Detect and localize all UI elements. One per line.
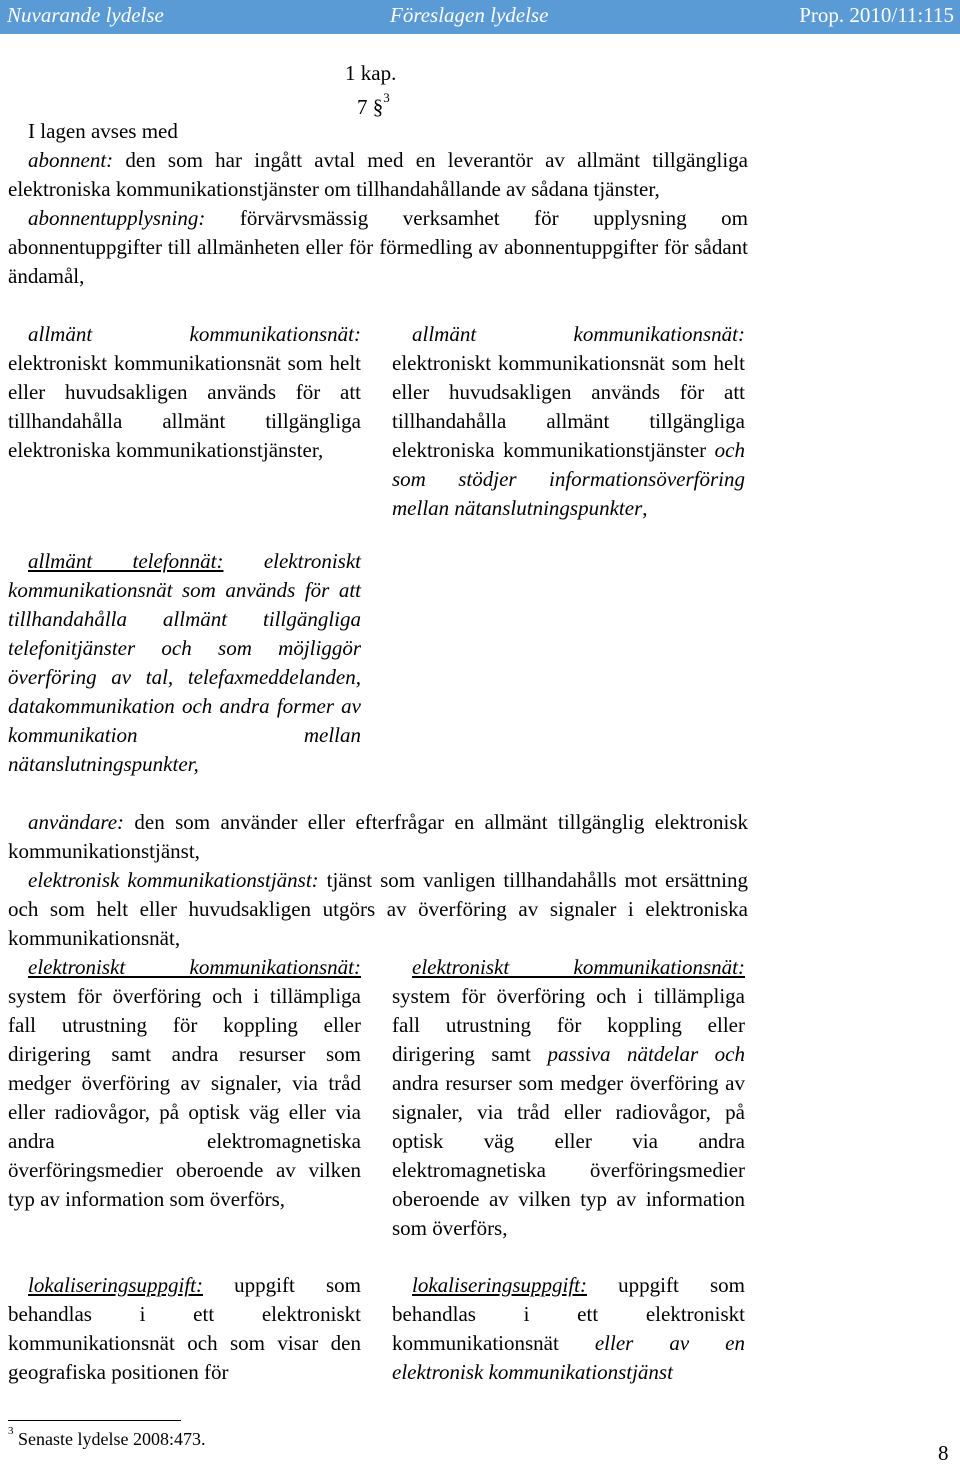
definition-ek-nat-current xyxy=(8,953,361,1214)
term: allmänt kommunikationsnät: xyxy=(412,322,745,346)
definition-lok-proposed xyxy=(392,1271,745,1387)
definition-text: tjänst som vanligen tillhandahålls mot ersättning och som helt eller huvudsakligen utgörs av överföring av signaler i elektroniska kommunikationsnät, xyxy=(8,868,748,950)
term: allmänt telefonnät: xyxy=(28,549,224,573)
intro-line: I lagen avses med xyxy=(28,119,178,143)
definition-text: förvärvsmässig verksamhet för upplysning om abonnentuppgifter till allmänheten eller för förmedling av abonnentuppgifter för sådant ändamål, xyxy=(8,206,748,288)
current-wording-label: Nuvarande lydelse xyxy=(7,3,164,27)
section-footnote-ref: 3 xyxy=(383,90,390,105)
definition-anvandare xyxy=(8,808,748,866)
definition-allmant-nat-current xyxy=(8,320,361,465)
added-text: eller av en elektronisk kommunikationstjänst xyxy=(392,1331,745,1384)
definition-telefonnat-current xyxy=(8,547,361,779)
definition-lok-current xyxy=(8,1271,361,1387)
definition-abonnentupplysning xyxy=(8,204,748,291)
term: elektroniskt kommunikationsnät: xyxy=(412,955,745,979)
footnote-text: Senaste lydelse 2008:473. xyxy=(13,1429,206,1449)
term: abonnentupplysning: xyxy=(28,206,206,230)
definitions-intro xyxy=(8,117,748,291)
definition-text: elektroniskt kommunikationsnät som används för att tillhandahålla allmänt tillgängliga telefonitjänster och som möjliggör överföring av tal, telefaxmeddelanden, datakommunikation och andra former av kommunikation mellan nätanslutningspunkter, xyxy=(8,549,361,776)
definition-end: , xyxy=(642,496,648,520)
definition-tjanst xyxy=(8,866,748,953)
definition-ek-nat-proposed xyxy=(392,953,745,1243)
added-text: passiva nätdelar och xyxy=(547,1042,745,1066)
definition-text: system för överföring och i tillämpliga fall utrustning för koppling eller dirigering samt xyxy=(392,984,745,1066)
term: abonnent: xyxy=(28,148,114,172)
term: användare: xyxy=(28,810,125,834)
definition-text: elektroniskt kommunikationsnät som helt eller huvudsakligen används för att tillhandahålla allmänt tillgängliga elektroniska kommunikationstjänster xyxy=(392,351,745,462)
current-lokalisering xyxy=(8,1271,361,1387)
chapter-heading: 1 kap. xyxy=(345,61,397,85)
definition-text: den som har ingått avtal med en leverantör av allmänt tillgängliga elektroniska kommunikationstjänster om tillhandahållande av sådana tjänster, xyxy=(8,148,748,201)
section-label: 7 § xyxy=(357,95,384,119)
current-telefonnat xyxy=(8,547,361,779)
current-allmant-nat xyxy=(8,320,361,465)
page-header xyxy=(0,0,960,34)
proposed-ek-nat xyxy=(392,953,745,1243)
definition-rest: andra resurser som medger överföring av signaler, via tråd eller radiovågor, på optisk väg eller via andra elektromagnetiska överföringsmedier oberoende av vilken typ av information som överförs, xyxy=(392,1071,745,1240)
current-ek-nat xyxy=(8,953,361,1214)
definition-text: uppgift som behandlas i ett elektroniskt kommunikationsnät och som visar den geografiska positionen för xyxy=(8,1273,361,1384)
term: lokaliseringsuppgift: xyxy=(412,1273,587,1297)
page-number: 8 xyxy=(938,1441,949,1465)
definition-allmant-nat-proposed xyxy=(392,320,745,523)
definition-text: uppgift som behandlas i ett elektroniskt kommunikationsnät xyxy=(392,1273,745,1355)
added-text: och som stödjer informationsöverföring mellan nätanslutningspunkter xyxy=(392,438,745,520)
term: elektroniskt kommunikationsnät: xyxy=(28,955,361,979)
definition-text: system för överföring och i tillämpliga fall utrustning för koppling eller dirigering samt andra resurser som medger överföring av signaler, via tråd eller radiovågor, på optisk väg eller via andra elektromagnetiska överföringsmedier oberoende av vilken typ av information som överförs, xyxy=(8,984,361,1211)
footnote xyxy=(8,1424,205,1450)
footnote-divider xyxy=(8,1420,181,1421)
proposed-lokalisering xyxy=(392,1271,745,1387)
section-heading xyxy=(357,90,390,119)
shared-definitions xyxy=(8,808,748,953)
proposed-allmant-nat xyxy=(392,320,745,523)
document-reference: Prop. 2010/11:115 xyxy=(799,3,954,27)
term: allmänt kommunikationsnät: xyxy=(28,322,361,346)
definition-text: den som använder eller efterfrågar en allmänt tillgänglig elektronisk kommunikationstjänst, xyxy=(8,810,748,863)
term: lokaliseringsuppgift: xyxy=(28,1273,203,1297)
proposed-wording-label: Föreslagen lydelse xyxy=(390,3,549,27)
definition-text: elektroniskt kommunikationsnät som helt eller huvudsakligen används för att tillhandahålla allmänt tillgängliga elektroniska kommunikationstjänster, xyxy=(8,351,361,462)
definition-abonnent xyxy=(8,146,748,204)
term: elektronisk kommunikationstjänst: xyxy=(28,868,319,892)
footnote-ref: 3 xyxy=(8,1425,14,1437)
